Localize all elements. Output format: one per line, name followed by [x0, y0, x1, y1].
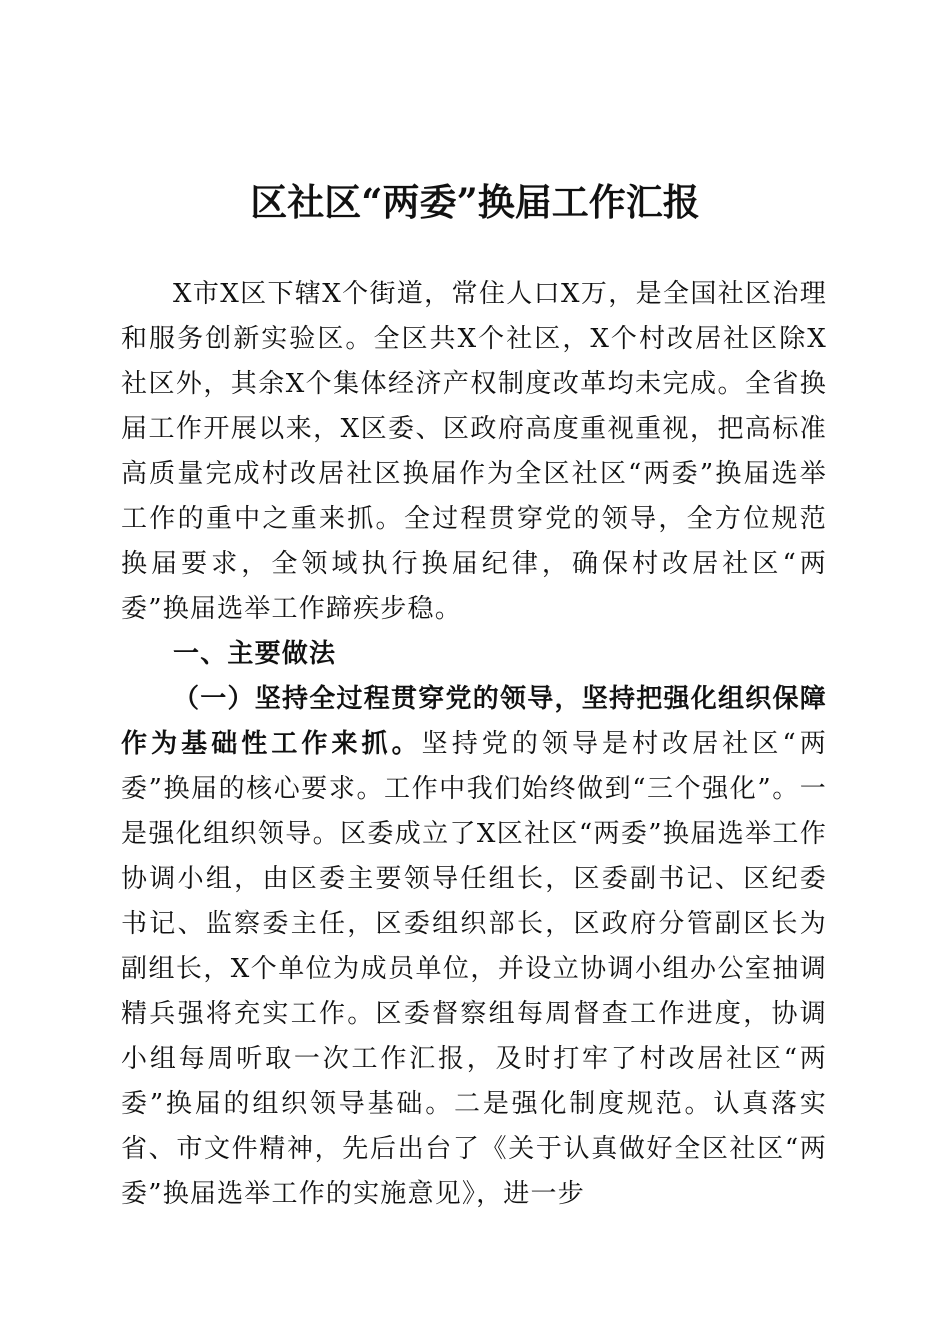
- intro-paragraph: X市X区下辖X个街道，常住人口X万，是全国社区治理和服务创新实验区。全区共X个社区，X个村改居社区除X社区外，其余X个集体经济产权制度改革均未完成。全省换届工作开展以来，X区委、区政府高度重视重视，把高标准高质量完成村改居社区换届作为全区社区“两委”换届选举工作的重中之重来抓。全过程贯穿党的领导，全方位规范换届要求，全领域执行换届纪律，确保村改居社区“两委”换届选举工作蹄疾步稳。: [121, 279, 827, 624]
- document-body: [121, 272, 827, 1217]
- subsection-paragraph: [121, 677, 827, 1217]
- subsection-heading: （一）坚持全过程贯穿党的领导，坚持把强化组织保障作为基础性工作来抓。: [121, 684, 827, 759]
- document-title: 区社区“两委”换届工作汇报: [250, 180, 700, 224]
- subsection-body: 坚持党的领导是村改居社区“两委”换届的核心要求。工作中我们始终做到“三个强化”。一是强化组织领导。区委成立了X区社区“两委”换届选举工作协调小组，由区委主要领导任组长，区委副书记、区纪委书记、监察委主任，区委组织部长，区政府分管副区长为副组长，X个单位为成员单位，并设立协调小组办公室抽调精兵强将充实工作。区委督察组每周督查工作进度，协调小组每周听取一次工作汇报，及时打牢了村改居社区“两委”换届的组织领导基础。二是强化制度规范。认真落实省、市文件精神，先后出台了《关于认真做好全区社区“两委”换届选举工作的实施意见》，进一步: [121, 729, 827, 1209]
- section-heading: 一、主要做法: [173, 639, 337, 669]
